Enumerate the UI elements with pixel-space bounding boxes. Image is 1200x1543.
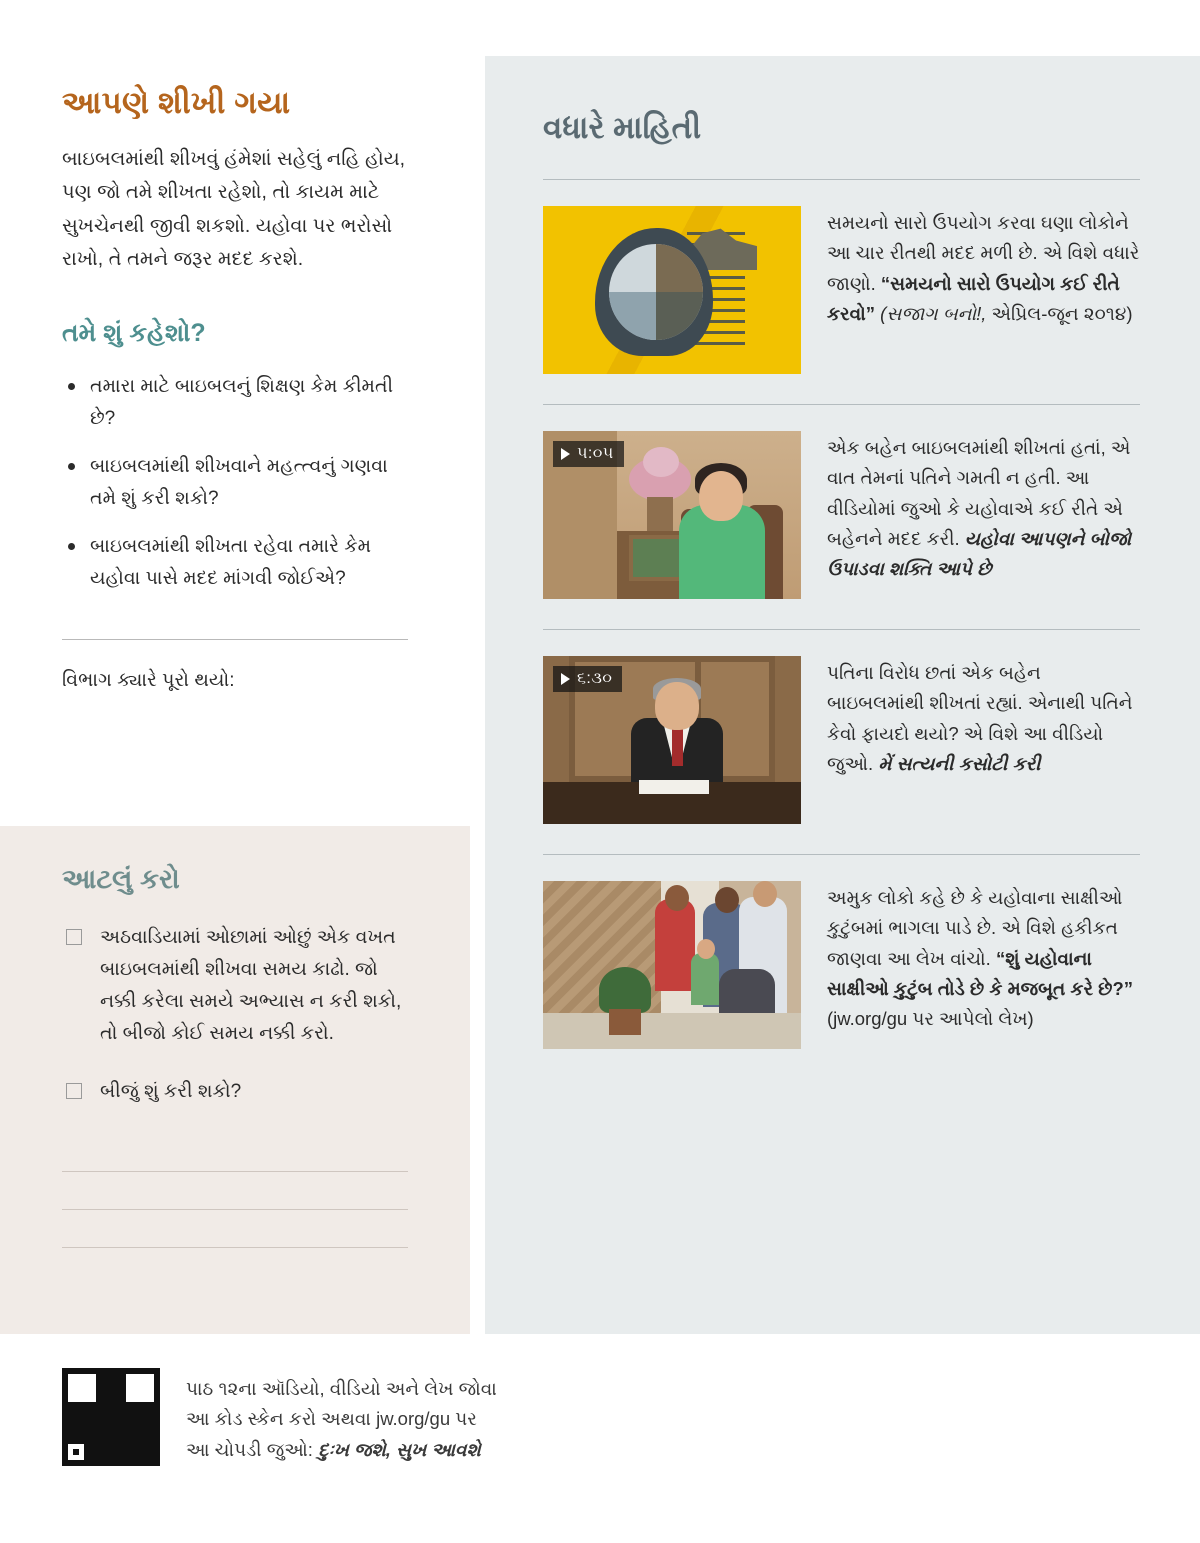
what-will-you-say-heading: તમે શું કહેશો? <box>62 318 206 347</box>
divider <box>543 404 1140 405</box>
resource-entry[interactable] <box>543 881 1140 1049</box>
section-completed-label: વિભાગ ક્યારે પૂરો થયો: <box>62 669 235 691</box>
more-information-heading: વધારે માહિતી <box>543 110 702 145</box>
list-item: તમારા માટે બાઇબલનું શિક્ષણ કેમ કીમતી છે? <box>62 371 408 435</box>
more-information-panel <box>485 56 1200 1334</box>
play-icon <box>561 673 570 685</box>
checklist-item-label: બીજું શું કરી શકો? <box>100 1080 242 1102</box>
entry-title: “શું યહોવાના સાક્ષીઓ કુટુંબ તોડે છે કે મજબૂત કરે છે?” <box>827 947 1134 999</box>
divider <box>543 629 1140 630</box>
resource-entry[interactable] <box>543 431 1140 599</box>
footer-line-2: આ કોડ સ્કેન કરો અથવા jw.org/gu પર <box>186 1408 477 1430</box>
video-duration-label: ૫:૦૫ <box>577 445 614 462</box>
qr-code-icon[interactable] <box>62 1368 160 1466</box>
write-line[interactable] <box>62 1172 408 1210</box>
resource-entry[interactable] <box>543 206 1140 374</box>
footer-line-3 <box>186 1435 497 1465</box>
checklist-item-label: અઠવાડિયામાં ઓછામાં ઓછું એક વખત બાઇબલમાંથી શીખવા સમય કાઢો. જો નક્કી કરેલા સમયે અભ્યાસ ન કરી શકો, તો બીજો કોઈ સમય નક્કી કરો. <box>100 927 402 1044</box>
footer-text <box>186 1368 497 1465</box>
checkbox-icon[interactable] <box>66 1083 82 1099</box>
list-item: બાઇબલમાંથી શીખતા રહેવા તમારે કેમ યહોવા પાસે મદદ માંગવી જોઈએ? <box>62 531 408 595</box>
do-this-heading: આટલું કરો <box>62 864 180 894</box>
video-duration-badge <box>553 441 624 467</box>
footer-line-3-prefix: આ ચોપડી જુઓ: <box>186 1438 319 1460</box>
divider <box>543 179 1140 180</box>
entry-title: “સમયનો સારો ઉપયોગ કઈ રીતે કરવો” <box>827 272 1120 324</box>
resource-entry[interactable] <box>543 656 1140 824</box>
checkbox-icon[interactable] <box>66 929 82 945</box>
woman-in-green-interview-video[interactable] <box>543 431 801 599</box>
checklist-item[interactable] <box>62 1076 408 1108</box>
footer <box>62 1368 497 1466</box>
write-line[interactable] <box>62 1210 408 1248</box>
family-greeting-at-door-photo[interactable] <box>543 881 801 1049</box>
man-in-suit-at-desk-video[interactable] <box>543 656 801 824</box>
page-title: આપણે શીખી ગયા <box>62 85 291 120</box>
entry-description: સમયનો સારો ઉપયોગ કરવા ઘણા લોકોને આ ચાર રીતથી મદદ મળી છે. એ વિશે વધારે જાણો. <box>827 212 1140 294</box>
video-duration-badge <box>553 666 622 692</box>
divider <box>62 639 408 640</box>
entry-title: યહોવા આપણને બોજો ઉપાડવા શક્તિ આપે છે <box>827 527 1132 580</box>
resource-entry-text <box>827 431 1140 585</box>
list-item: બાઇબલમાંથી શીખવાને મહત્ત્વનું ગણવા તમે શું કરી શકો? <box>62 451 408 515</box>
intro-paragraph: બાઇબલમાંથી શીખવું હંમેશાં સહેલું નહિ હોય, પણ જો તમે શીખતા રહેશો, તો કાયમ માટે સુખચેનથી જીવી શકશો. યહોવા પર ભરોસો રાખો, તે તમને જરૂર મદદ કરશે. <box>62 147 406 271</box>
question-list <box>62 371 408 594</box>
entry-source: (jw.org/gu પર આપેલો લેખ) <box>827 1008 1034 1030</box>
write-in-area[interactable] <box>62 1134 408 1248</box>
resource-entry-text <box>827 881 1140 1035</box>
entry-description: અમુક લોકો કહે છે કે યહોવાના સાક્ષીઓ કુટુંબમાં ભાગલા પાડે છે. એ વિશે હકીકત જાણવા આ લેખ વાંચો. <box>827 887 1123 969</box>
divider <box>543 854 1140 855</box>
footer-publication-title: દુઃખ જશે, સુખ આવશે <box>318 1438 481 1460</box>
entry-issue: એપ્રિલ-જૂન ૨૦૧૪) <box>991 302 1133 324</box>
resource-entry-text <box>827 206 1140 329</box>
resource-entry-text <box>827 656 1140 779</box>
left-column <box>0 84 470 696</box>
video-duration-label: ૬:૩૦ <box>577 670 613 687</box>
entry-description: એક બહેન બાઇબલમાંથી શીખતાં હતાં, એ વાત તેમનાં પતિને ગમતી ન હતી. આ વીડિયોમાં જુઓ કે યહોવાએ કઈ રીતે એ બહેનને મદદ કરી. <box>827 437 1131 549</box>
entry-title: મેં સત્યની કસોટી કરી <box>878 752 1041 774</box>
checklist-item[interactable] <box>62 922 408 1050</box>
yellow-time-management-illustration[interactable] <box>543 206 801 374</box>
write-line[interactable] <box>62 1134 408 1172</box>
footer-line-1: પાઠ ૧૨ના ઑડિયો, વીડિયો અને લેખ જોવા <box>186 1378 497 1399</box>
entry-description: પતિના વિરોધ છતાં એક બહેન બાઇબલમાંથી શીખતાં રહ્યાં. એનાથી પતિને કેવો ફાયદો થયો? એ વિશે આ વીડિયો જુઓ. <box>827 662 1133 774</box>
entry-publication: (સજાગ બનો!, <box>880 302 987 324</box>
play-icon <box>561 448 570 460</box>
do-this-box <box>0 826 470 1334</box>
